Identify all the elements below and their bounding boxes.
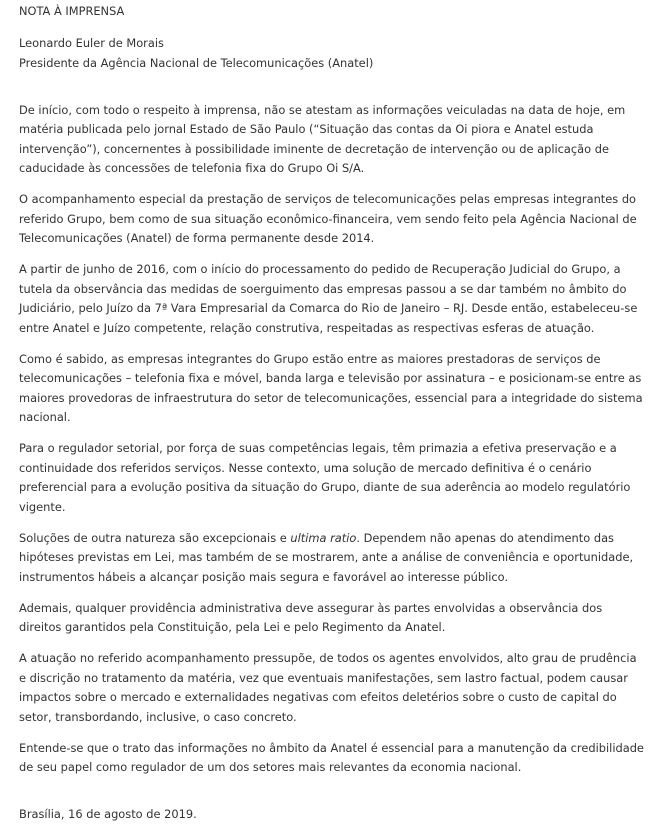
paragraph-5: Para o regulador setorial, por força de suas competências legais, têm primazia a efetiva preservação e a continuidade dos referidos serviços. Nesse contexto, uma solução de mercado definitiva é o cenário preferencial para a evolução positiva da situação do Grupo, diante de sua aderência ao modelo regulatório vigente. [19,439,644,517]
paragraph-8: A atuação no referido acompanhamento pressupõe, de todos os agentes envolvidos, alto grau de prudência e discrição no tratamento da matéria, vez que eventuais manifestações, sem lastro factual, podem causar impactos sobre o mercado e externalidades negativas com efeitos deletérios sobre o custo de capital do setor, transbordando, inclusive, o caso concreto. [19,649,644,727]
paragraph-9: Entende-se que o trato das informações no âmbito da Anatel é essencial para a manutenção da credibilidade de seu papel como regulador de um dos setores mais relevantes da economia nacional. [19,739,644,778]
press-release-body [19,101,644,778]
paragraph-6-end: . Dependem não apenas do atendimento das hipóteses previstas em Lei, mas também de se mostrarem, ante a análise de conveniência e oportunidade, instrumentos hábeis a alcançar posição mais segura e favorável ao interesse público. [19,531,633,584]
paragraph-6-italic-term: ultima ratio [290,531,356,545]
closing-date: Brasília, 16 de agosto de 2019. [19,805,644,824]
paragraph-4: Como é sabido, as empresas integrantes do Grupo estão entre as maiores prestadoras de serviços de telecomunicações – telefonia fixa e móvel, banda larga e televisão por assinatura – e posicionam-se entre as maiores provedoras de infraestrutura do setor de telecomunicações, essencial para a integridade do sistema nacional. [19,350,644,428]
paragraph-6 [19,529,644,588]
paragraph-6-start: Soluções de outra natureza são excepcionais e [19,531,290,545]
author-name: Leonardo Euler de Morais [19,33,644,53]
author-title: Presidente da Agência Nacional de Telecomunicações (Anatel) [19,53,644,73]
paragraph-1: De início, com todo o respeito à imprensa, não se atestam as informações veiculadas na data de hoje, em matéria publicada pelo jornal Estado de São Paulo (“Situação das contas da Oi piora e Anatel estuda intervenção”), concernentes à possibilidade iminente de decretação de intervenção ou de aplicação de caducidade às concessões de telefonia fixa do Grupo Oi S/A. [19,101,644,179]
author-block [19,33,644,73]
paragraph-7: Ademais, qualquer providência administrativa deve assegurar às partes envolvidas a observância dos direitos garantidos pela Constituição, pela Lei e pelo Regimento da Anatel. [19,599,644,638]
paragraph-3: A partir de junho de 2016, com o início do processamento do pedido de Recuperação Judicial do Grupo, a tutela da observância das medidas de soerguimento das empresas passou a se dar também no âmbito do Judiciário, pelo Juízo da 7ª Vara Empresarial da Comarca do Rio de Janeiro – RJ. Desde então, estabeleceu-se entre Anatel e Juízo competente, relação construtiva, respeitadas as respectivas esferas de atuação. [19,260,644,338]
paragraph-2: O acompanhamento especial da prestação de serviços de telecomunicações pelas empresas integrantes do referido Grupo, bem como de sua situação econômico-financeira, vem sendo feito pela Agência Nacional de Telecomunicações (Anatel) de forma permanente desde 2014. [19,190,644,249]
page-title: NOTA À IMPRENSA [19,0,644,22]
